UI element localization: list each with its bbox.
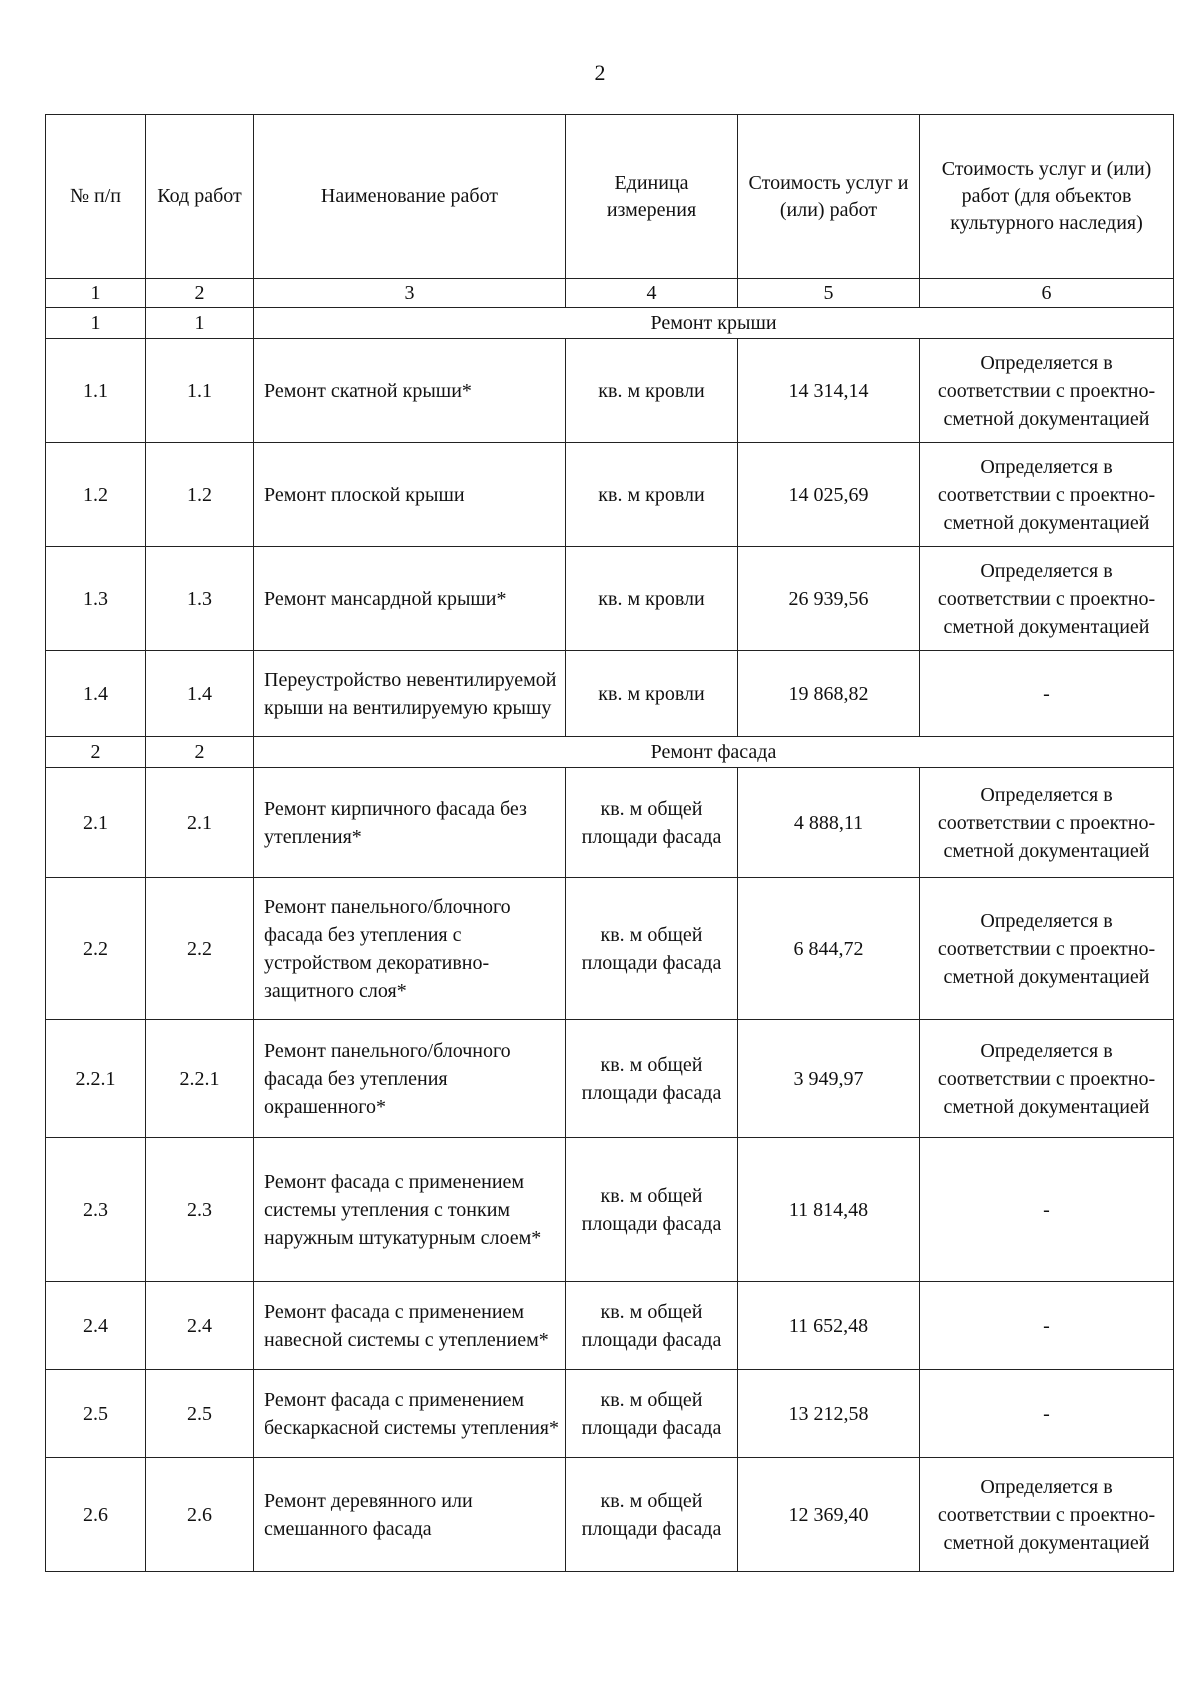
row-code: 1.4 <box>146 651 254 737</box>
row-cost-heritage: Определяется в соответствии с проектно-сметной документацией <box>920 878 1174 1020</box>
row-cost-heritage: - <box>920 1370 1174 1458</box>
row-num: 2.3 <box>46 1138 146 1282</box>
row-cost: 14 025,69 <box>738 443 920 547</box>
row-num: 2.1 <box>46 768 146 878</box>
row-code: 2.2.1 <box>146 1020 254 1138</box>
header-num: № п/п <box>46 115 146 279</box>
row-unit: кв. м кровли <box>566 547 738 651</box>
row-num: 2.2 <box>46 878 146 1020</box>
row-unit: кв. м общей площади фасада <box>566 1458 738 1572</box>
section-num: 2 <box>46 737 146 768</box>
row-num: 1.3 <box>46 547 146 651</box>
row-cost: 11 814,48 <box>738 1138 920 1282</box>
section-title: Ремонт крыши <box>254 308 1174 339</box>
row-name: Ремонт фасада с применением навесной системы с утеплением* <box>254 1282 566 1370</box>
section-row <box>46 737 1174 768</box>
table-row <box>46 651 1174 737</box>
row-code: 2.1 <box>146 768 254 878</box>
row-cost: 12 369,40 <box>738 1458 920 1572</box>
column-number: 2 <box>146 279 254 308</box>
row-num: 2.6 <box>46 1458 146 1572</box>
row-cost-heritage: Определяется в соответствии с проектно-сметной документацией <box>920 443 1174 547</box>
row-name: Переустройство невентилируемой крыши на вентилируемую крышу <box>254 651 566 737</box>
table-row <box>46 1138 1174 1282</box>
row-cost: 26 939,56 <box>738 547 920 651</box>
row-code: 1.2 <box>146 443 254 547</box>
column-number: 3 <box>254 279 566 308</box>
row-name: Ремонт фасада с применением бескаркасной системы утепления* <box>254 1370 566 1458</box>
row-cost-heritage: Определяется в соответствии с проектно-сметной документацией <box>920 1458 1174 1572</box>
table-row <box>46 1458 1174 1572</box>
table-row <box>46 768 1174 878</box>
row-code: 2.3 <box>146 1138 254 1282</box>
header-cost-heritage: Стоимость услуг и (или) работ (для объектов культурного наследия) <box>920 115 1174 279</box>
cost-table <box>45 114 1174 1572</box>
row-cost: 19 868,82 <box>738 651 920 737</box>
header-code: Код работ <box>146 115 254 279</box>
row-num: 1.1 <box>46 339 146 443</box>
row-cost: 4 888,11 <box>738 768 920 878</box>
row-name: Ремонт панельного/блочного фасада без утепления с устройством декоративно-защитного слоя* <box>254 878 566 1020</box>
section-code: 2 <box>146 737 254 768</box>
table-row <box>46 1370 1174 1458</box>
header-cost: Стоимость услуг и (или) работ <box>738 115 920 279</box>
row-code: 2.2 <box>146 878 254 1020</box>
row-name: Ремонт скатной крыши* <box>254 339 566 443</box>
row-num: 2.5 <box>46 1370 146 1458</box>
row-cost-heritage: - <box>920 1282 1174 1370</box>
row-unit: кв. м кровли <box>566 443 738 547</box>
row-name: Ремонт кирпичного фасада без утепления* <box>254 768 566 878</box>
row-unit: кв. м общей площади фасада <box>566 768 738 878</box>
section-num: 1 <box>46 308 146 339</box>
table-row <box>46 1020 1174 1138</box>
row-cost-heritage: Определяется в соответствии с проектно-сметной документацией <box>920 339 1174 443</box>
table-row <box>46 339 1174 443</box>
column-number: 4 <box>566 279 738 308</box>
row-unit: кв. м общей площади фасада <box>566 1370 738 1458</box>
row-unit: кв. м кровли <box>566 651 738 737</box>
page-number: 2 <box>594 60 606 85</box>
section-row <box>46 308 1174 339</box>
row-name: Ремонт фасада с применением системы утепления с тонким наружным штукатурным слоем* <box>254 1138 566 1282</box>
row-num: 1.4 <box>46 651 146 737</box>
row-name: Ремонт панельного/блочного фасада без утепления окрашенного* <box>254 1020 566 1138</box>
row-num: 1.2 <box>46 443 146 547</box>
row-unit: кв. м общей площади фасада <box>566 878 738 1020</box>
row-unit: кв. м кровли <box>566 339 738 443</box>
row-name: Ремонт мансардной крыши* <box>254 547 566 651</box>
column-number-row <box>46 279 1174 308</box>
column-number: 1 <box>46 279 146 308</box>
row-num: 2.2.1 <box>46 1020 146 1138</box>
section-code: 1 <box>146 308 254 339</box>
row-name: Ремонт плоской крыши <box>254 443 566 547</box>
row-cost-heritage: Определяется в соответствии с проектно-сметной документацией <box>920 1020 1174 1138</box>
row-code: 2.6 <box>146 1458 254 1572</box>
row-unit: кв. м общей площади фасада <box>566 1020 738 1138</box>
row-num: 2.4 <box>46 1282 146 1370</box>
row-code: 1.3 <box>146 547 254 651</box>
header-unit: Единица измерения <box>566 115 738 279</box>
column-number: 6 <box>920 279 1174 308</box>
row-cost-heritage: - <box>920 651 1174 737</box>
header-name: Наименование работ <box>254 115 566 279</box>
row-cost: 3 949,97 <box>738 1020 920 1138</box>
section-title: Ремонт фасада <box>254 737 1174 768</box>
row-cost-heritage: Определяется в соответствии с проектно-сметной документацией <box>920 768 1174 878</box>
table-row <box>46 1282 1174 1370</box>
row-cost: 14 314,14 <box>738 339 920 443</box>
row-code: 1.1 <box>146 339 254 443</box>
row-cost: 11 652,48 <box>738 1282 920 1370</box>
row-name: Ремонт деревянного или смешанного фасада <box>254 1458 566 1572</box>
row-unit: кв. м общей площади фасада <box>566 1282 738 1370</box>
row-cost: 6 844,72 <box>738 878 920 1020</box>
row-cost-heritage: Определяется в соответствии с проектно-сметной документацией <box>920 547 1174 651</box>
table-row <box>46 443 1174 547</box>
row-unit: кв. м общей площади фасада <box>566 1138 738 1282</box>
row-code: 2.4 <box>146 1282 254 1370</box>
table-header-row <box>46 115 1174 279</box>
row-cost-heritage: - <box>920 1138 1174 1282</box>
column-number: 5 <box>738 279 920 308</box>
table-row <box>46 878 1174 1020</box>
table-row <box>46 547 1174 651</box>
row-cost: 13 212,58 <box>738 1370 920 1458</box>
row-code: 2.5 <box>146 1370 254 1458</box>
